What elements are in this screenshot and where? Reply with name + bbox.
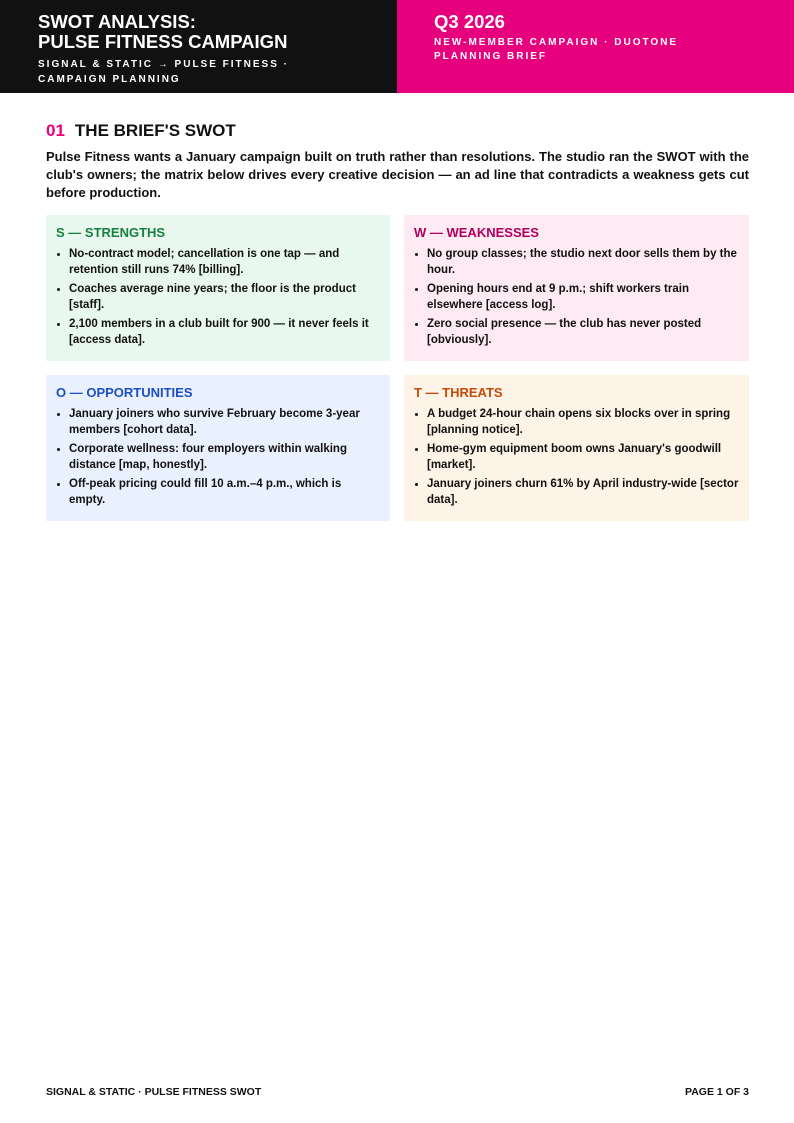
swot-matrix [46,215,749,521]
list-item: • No group classes; the studio next door sells them by the hour. [427,246,739,278]
list-item: • Coaches average nine years; the floor is the product [staff]. [69,281,380,313]
list-item: • Opening hours end at 9 p.m.; shift workers train elsewhere [access log]. [427,281,739,313]
threats-quadrant [404,375,749,521]
main-content [46,120,749,521]
section-title: THE BRIEF'S SWOT [74,121,236,140]
list-item: • Zero social presence — the club has never posted [obviously]. [427,316,739,348]
page-number: PAGE 1 OF 3 [685,1086,749,1098]
weaknesses-list [414,246,739,348]
page-footer [46,1085,749,1099]
quarter-label: Q3 2026 [434,11,505,32]
threats-list [414,406,739,508]
list-item: • January joiners who survive February become 3-year members [cohort data]. [69,406,380,438]
list-item: • 2,100 members in a club built for 900 — it never feels it [access data]. [69,316,380,348]
weaknesses-title: W — WEAKNESSES [414,225,539,240]
document-title-line-1: SWOT ANALYSIS: [38,11,196,32]
list-item: • Corporate wellness: four employers within walking distance [map, honestly]. [69,441,380,473]
threats-title: T — THREATS [414,385,503,400]
document-subtitle: SIGNAL & STATIC → PULSE FITNESS · CAMPAIGN PLANNING [38,59,290,85]
footer-doc-label: SIGNAL & STATIC · PULSE FITNESS SWOT [46,1086,262,1098]
list-item: • No-contract model; cancellation is one tap — and retention still runs 74% [billing]. [69,246,380,278]
page-header [0,0,794,93]
section-number: 01 [46,121,65,140]
list-item: • January joiners churn 61% by April industry-wide [sector data]. [427,476,739,508]
document-title-line-2: PULSE FITNESS CAMPAIGN [38,31,288,52]
strengths-list [56,246,380,348]
list-item: • A budget 24-hour chain opens six blocks over in spring [planning notice]. [427,406,739,438]
list-item: • Home-gym equipment boom owns January's goodwill [market]. [427,441,739,473]
header-meta-block [397,0,794,93]
weaknesses-quadrant [404,215,749,361]
header-title-block [0,0,397,93]
strengths-quadrant [46,215,390,361]
opportunities-quadrant [46,375,390,521]
list-item: • Off-peak pricing could fill 10 a.m.–4 p.m., which is empty. [69,476,380,508]
strengths-title: S — STRENGTHS [56,225,166,240]
brief-label: NEW-MEMBER CAMPAIGN · DUOTONE PLANNING BRIEF [434,37,679,62]
document-title [38,12,397,52]
section-intro: Pulse Fitness wants a January campaign built on truth rather than resolutions. The studio ran the SWOT with the club's owners; the matrix below drives every creative decision — an ad line that contradicts a weakness gets cut before production. [46,149,749,200]
opportunities-title: O — OPPORTUNITIES [56,385,193,400]
section-heading [46,120,749,142]
opportunities-list [56,406,380,508]
